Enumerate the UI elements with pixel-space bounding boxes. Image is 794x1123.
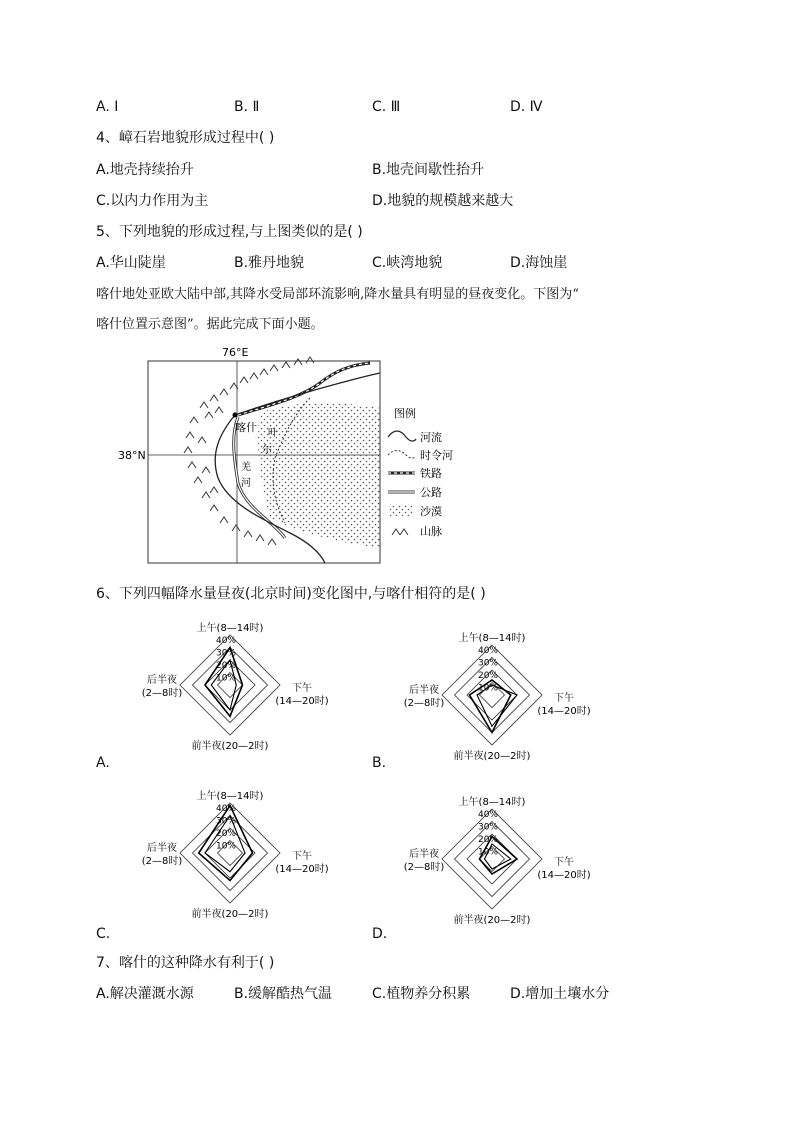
radar-ring-label: 20% bbox=[215, 829, 237, 839]
radar-axis-left: 后半夜 bbox=[409, 685, 439, 696]
q7-option-d: D.增加土壤水分 bbox=[510, 986, 610, 1002]
q5-option-b: B.雅丹地貌 bbox=[234, 255, 305, 271]
radar-chart-c bbox=[110, 783, 350, 928]
radar-axis-right: 下午 bbox=[292, 683, 312, 694]
q5-stem: 5、下列地貌的形成过程,与上图类似的是( ) bbox=[96, 224, 363, 240]
radar-ring bbox=[455, 658, 530, 733]
q4-option-b: B.地壳间歇性抬升 bbox=[372, 162, 485, 178]
river-char-3: 羌 bbox=[241, 462, 251, 473]
q3-option-c: C. Ⅲ bbox=[372, 99, 401, 115]
radar-axis-left-sub: (2—8时) bbox=[141, 856, 183, 867]
radar-axis-bottom: 前半夜(20—2时) bbox=[453, 915, 531, 926]
radar-ring-label: 40% bbox=[215, 636, 237, 646]
kashgar-city-dot bbox=[233, 413, 238, 418]
legend-seasonal-symbol bbox=[388, 451, 416, 459]
radar-ring-label: 20% bbox=[215, 661, 237, 671]
radar-axis-bottom: 前半夜(20—2时) bbox=[453, 751, 531, 762]
radar-ring-label: 40% bbox=[477, 810, 499, 820]
river-char-1: 叶 bbox=[268, 428, 278, 439]
radar-axis-left-sub: (2—8时) bbox=[403, 862, 445, 873]
radar-chart-d bbox=[372, 789, 612, 934]
q3-option-b: B. Ⅱ bbox=[234, 99, 260, 115]
radar-axis-right-sub: (14—20时) bbox=[537, 870, 591, 881]
q6-label-a: A. bbox=[96, 755, 110, 771]
legend-railway: 铁路 bbox=[420, 467, 442, 480]
legend-river: 河流 bbox=[420, 431, 442, 444]
q5-option-c: C.峡湾地貌 bbox=[372, 255, 443, 271]
q4-option-d: D.地貌的规模越来越大 bbox=[372, 193, 514, 209]
radar-axis-top: 上午(8—14时) bbox=[458, 633, 526, 644]
radar-ring-label: 10% bbox=[215, 673, 237, 684]
radar-ring bbox=[193, 648, 268, 723]
kashgar-location-map bbox=[110, 343, 470, 568]
radar-chart-b bbox=[372, 625, 612, 765]
radar-axis-left-sub: (2—8时) bbox=[403, 698, 445, 709]
q3-option-a: A. Ⅰ bbox=[96, 99, 119, 115]
legend-desert: 沙漠 bbox=[420, 505, 442, 518]
radar-ring-label: 20% bbox=[477, 835, 499, 845]
radar-ring-label: 20% bbox=[477, 671, 499, 681]
river-char-4: 河 bbox=[241, 478, 251, 489]
radar-ring-label: 40% bbox=[215, 804, 237, 814]
latitude-label: 38°N bbox=[118, 449, 146, 462]
radar-ring-label: 30% bbox=[477, 822, 499, 833]
q7-option-b: B.缓解酷热气温 bbox=[234, 986, 333, 1002]
radar-axis-right-sub: (14—20时) bbox=[275, 696, 329, 707]
radar-ring-label: 30% bbox=[215, 816, 237, 827]
q4-stem: 4、嶂石岩地貌形成过程中( ) bbox=[96, 130, 275, 146]
longitude-label: 76°E bbox=[222, 346, 249, 359]
radar-axis-bottom: 前半夜(20—2时) bbox=[191, 909, 269, 920]
intro-line-2: 喀什位置示意图”。据此完成下面小题。 bbox=[96, 317, 324, 332]
radar-ring-label: 10% bbox=[215, 841, 237, 852]
radar-axis-right-sub: (14—20时) bbox=[537, 706, 591, 717]
radar-axis-bottom: 前半夜(20—2时) bbox=[191, 741, 269, 752]
legend-desert-symbol bbox=[390, 504, 412, 516]
city-label: 喀什 bbox=[235, 421, 257, 434]
radar-ring-label: 40% bbox=[477, 646, 499, 656]
radar-ring-label: 30% bbox=[477, 658, 499, 669]
q7-stem: 7、喀什的这种降水有利于( ) bbox=[96, 955, 275, 971]
radar-ring-label: 10% bbox=[477, 847, 499, 858]
q5-option-d: D.海蚀崖 bbox=[510, 255, 568, 271]
radar-axis-left: 后半夜 bbox=[147, 843, 177, 854]
intro-line-1: 喀什地处亚欧大陆中部,其降水受局部环流影响,降水量具有明显的昼夜变化。下图为“ bbox=[96, 287, 579, 302]
river-char-2: 尔 bbox=[262, 445, 272, 456]
radar-axis-top: 上午(8—14时) bbox=[196, 791, 264, 802]
radar-axis-top: 上午(8—14时) bbox=[458, 797, 526, 808]
q3-option-d: D. Ⅳ bbox=[510, 99, 543, 115]
q4-option-c: C.以内力作用为主 bbox=[96, 193, 209, 209]
radar-ring-label: 10% bbox=[477, 683, 499, 694]
radar-axis-right: 下午 bbox=[554, 693, 574, 704]
legend-mountain-symbol bbox=[392, 529, 408, 535]
legend-highway: 公路 bbox=[420, 486, 442, 499]
q7-option-a: A.解决灌溉水源 bbox=[96, 986, 194, 1002]
radar-ring-label: 30% bbox=[215, 648, 237, 659]
q5-option-a: A.华山陡崖 bbox=[96, 255, 166, 271]
radar-axis-right: 下午 bbox=[292, 851, 312, 862]
legend-river-symbol bbox=[388, 431, 416, 441]
radar-axis-left-sub: (2—8时) bbox=[141, 688, 183, 699]
radar-axis-right-sub: (14—20时) bbox=[275, 864, 329, 875]
radar-axis-left: 后半夜 bbox=[147, 675, 177, 686]
q6-label-b: B. bbox=[372, 755, 387, 771]
radar-axis-right: 下午 bbox=[554, 857, 574, 868]
q7-option-c: C.植物养分积累 bbox=[372, 986, 471, 1002]
legend-title: 图例 bbox=[394, 407, 416, 420]
q6-label-c: C. bbox=[96, 926, 111, 942]
legend-seasonal-river: 时令河 bbox=[420, 449, 453, 462]
q4-option-a: A.地壳持续抬升 bbox=[96, 162, 194, 178]
radar-axis-top: 上午(8—14时) bbox=[196, 623, 264, 634]
radar-axis-left: 后半夜 bbox=[409, 849, 439, 860]
q6-label-d: D. bbox=[372, 926, 388, 942]
q6-stem: 6、下列四幅降水量昼夜(北京时间)变化图中,与喀什相符的是( ) bbox=[96, 586, 486, 602]
radar-ring bbox=[455, 822, 530, 897]
radar-chart-a bbox=[110, 615, 350, 760]
legend-mountain: 山脉 bbox=[420, 525, 442, 538]
